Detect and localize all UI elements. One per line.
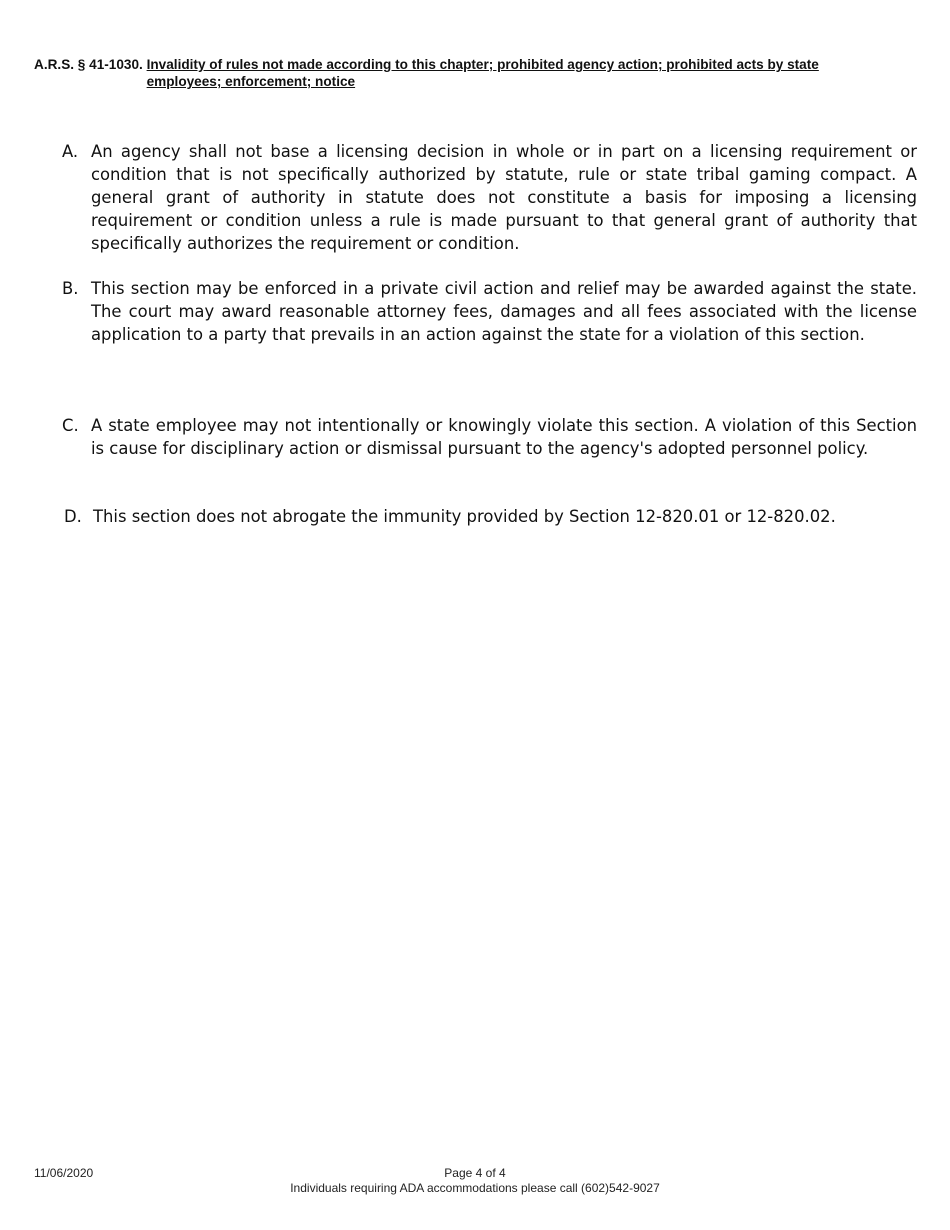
section-text: This section may be enforced in a private civil action and relief may be awarded against the state. The court may award reasonable attorney fees, damages and all fees associated with the license application to a party that prevails in an action against the state for a violation of this section.	[91, 279, 917, 344]
section-text: A state employee may not intentionally or knowingly violate this section. A violation of this Section is cause for disciplinary action or dismissal pursuant to the agency's adopted personnel policy.	[91, 416, 917, 458]
section-text: An agency shall not base a licensing decision in whole or in part on a licensing requirement or condition that is not specifically authorized by statute, rule or state tribal gaming compact. A general grant of authority in statute does not constitute a basis for imposing a licensing requirement or condition unless a rule is made pursuant to that general grant of authority that specifically authorizes the requirement or condition.	[91, 142, 917, 253]
section-letter: B.	[62, 279, 79, 298]
section-letter: A.	[62, 142, 79, 161]
ada-notice: Individuals requiring ADA accommodations please call (602)542-9027	[290, 1181, 660, 1195]
section-heading	[34, 56, 914, 90]
section-letter: D.	[64, 507, 82, 526]
footer-center	[0, 1166, 950, 1196]
section-b	[62, 277, 917, 346]
section-text: This section does not abrogate the immunity provided by Section 12-820.01 or 12-820.02.	[93, 507, 836, 526]
section-d	[64, 505, 919, 528]
section-a	[62, 140, 917, 255]
section-c	[62, 414, 917, 460]
section-letter: C.	[62, 416, 79, 435]
statute-title: Invalidity of rules not made according to this chapter; prohibited agency action; prohibited acts by state employees; enforcement; notice	[146, 57, 819, 89]
statute-citation: A.R.S. § 41-1030.	[34, 57, 143, 72]
footer-date: 11/06/2020	[34, 1166, 94, 1180]
page-number: Page 4 of 4	[444, 1166, 506, 1180]
